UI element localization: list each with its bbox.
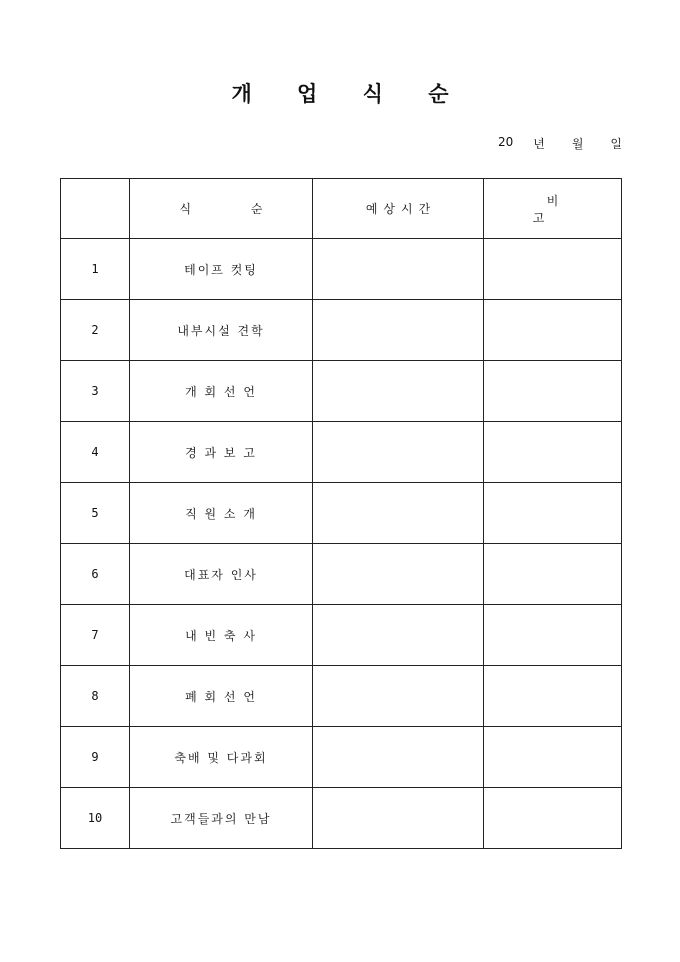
- row-time-cell[interactable]: [313, 361, 484, 422]
- row-note-cell[interactable]: [484, 422, 622, 483]
- table-row: [61, 361, 622, 422]
- header-number: [61, 179, 130, 239]
- row-time-cell[interactable]: [313, 727, 484, 788]
- table-row: [61, 300, 622, 361]
- header-remarks: 비 고: [484, 179, 622, 239]
- ceremony-order-table: [60, 178, 622, 849]
- table-row: [61, 605, 622, 666]
- row-note-cell[interactable]: [484, 605, 622, 666]
- table-row: [61, 666, 622, 727]
- row-note-cell[interactable]: [484, 666, 622, 727]
- row-number: 8: [61, 666, 130, 727]
- row-number: 10: [61, 788, 130, 849]
- row-note-cell[interactable]: [484, 300, 622, 361]
- header-expected-time: 예상시간: [313, 179, 484, 239]
- row-number: 1: [61, 239, 130, 300]
- row-item: 테이프 컷팅: [130, 239, 313, 300]
- table-row: [61, 788, 622, 849]
- table-row: [61, 544, 622, 605]
- table-row: [61, 727, 622, 788]
- row-note-cell[interactable]: [484, 239, 622, 300]
- row-note-cell[interactable]: [484, 483, 622, 544]
- date-year-unit: 년: [533, 137, 545, 151]
- row-time-cell[interactable]: [313, 239, 484, 300]
- date-month-unit: 월: [571, 137, 584, 151]
- row-number: 2: [61, 300, 130, 361]
- row-item: 내부시설 견학: [130, 300, 313, 361]
- table-row: [61, 483, 622, 544]
- row-note-cell[interactable]: [484, 361, 622, 422]
- row-time-cell[interactable]: [313, 300, 484, 361]
- row-number: 4: [61, 422, 130, 483]
- date-line: [498, 135, 622, 152]
- row-number: 7: [61, 605, 130, 666]
- row-note-cell[interactable]: [484, 544, 622, 605]
- row-time-cell[interactable]: [313, 788, 484, 849]
- row-time-cell[interactable]: [313, 666, 484, 727]
- row-note-cell[interactable]: [484, 788, 622, 849]
- row-item: 대표자 인사: [130, 544, 313, 605]
- row-note-cell[interactable]: [484, 727, 622, 788]
- row-item: 고객들과의 만남: [130, 788, 313, 849]
- row-time-cell[interactable]: [313, 483, 484, 544]
- row-item: 내 빈 축 사: [130, 605, 313, 666]
- date-day-unit: 일: [610, 137, 622, 151]
- row-time-cell[interactable]: [313, 422, 484, 483]
- row-item: 개 회 선 언: [130, 361, 313, 422]
- row-item: 축배 및 다과회: [130, 727, 313, 788]
- document-title: 개 업 식 순: [231, 81, 468, 106]
- row-number: 5: [61, 483, 130, 544]
- header-order: 식 순: [130, 179, 313, 239]
- row-item: 폐 회 선 언: [130, 666, 313, 727]
- table-row: [61, 422, 622, 483]
- row-number: 6: [61, 544, 130, 605]
- row-number: 3: [61, 361, 130, 422]
- row-number: 9: [61, 727, 130, 788]
- table-header-row: [61, 179, 622, 239]
- row-time-cell[interactable]: [313, 605, 484, 666]
- date-year-prefix: 20: [497, 135, 514, 149]
- table-row: [61, 239, 622, 300]
- row-item: 직 원 소 개: [130, 483, 313, 544]
- row-item: 경 과 보 고: [130, 422, 313, 483]
- row-time-cell[interactable]: [313, 544, 484, 605]
